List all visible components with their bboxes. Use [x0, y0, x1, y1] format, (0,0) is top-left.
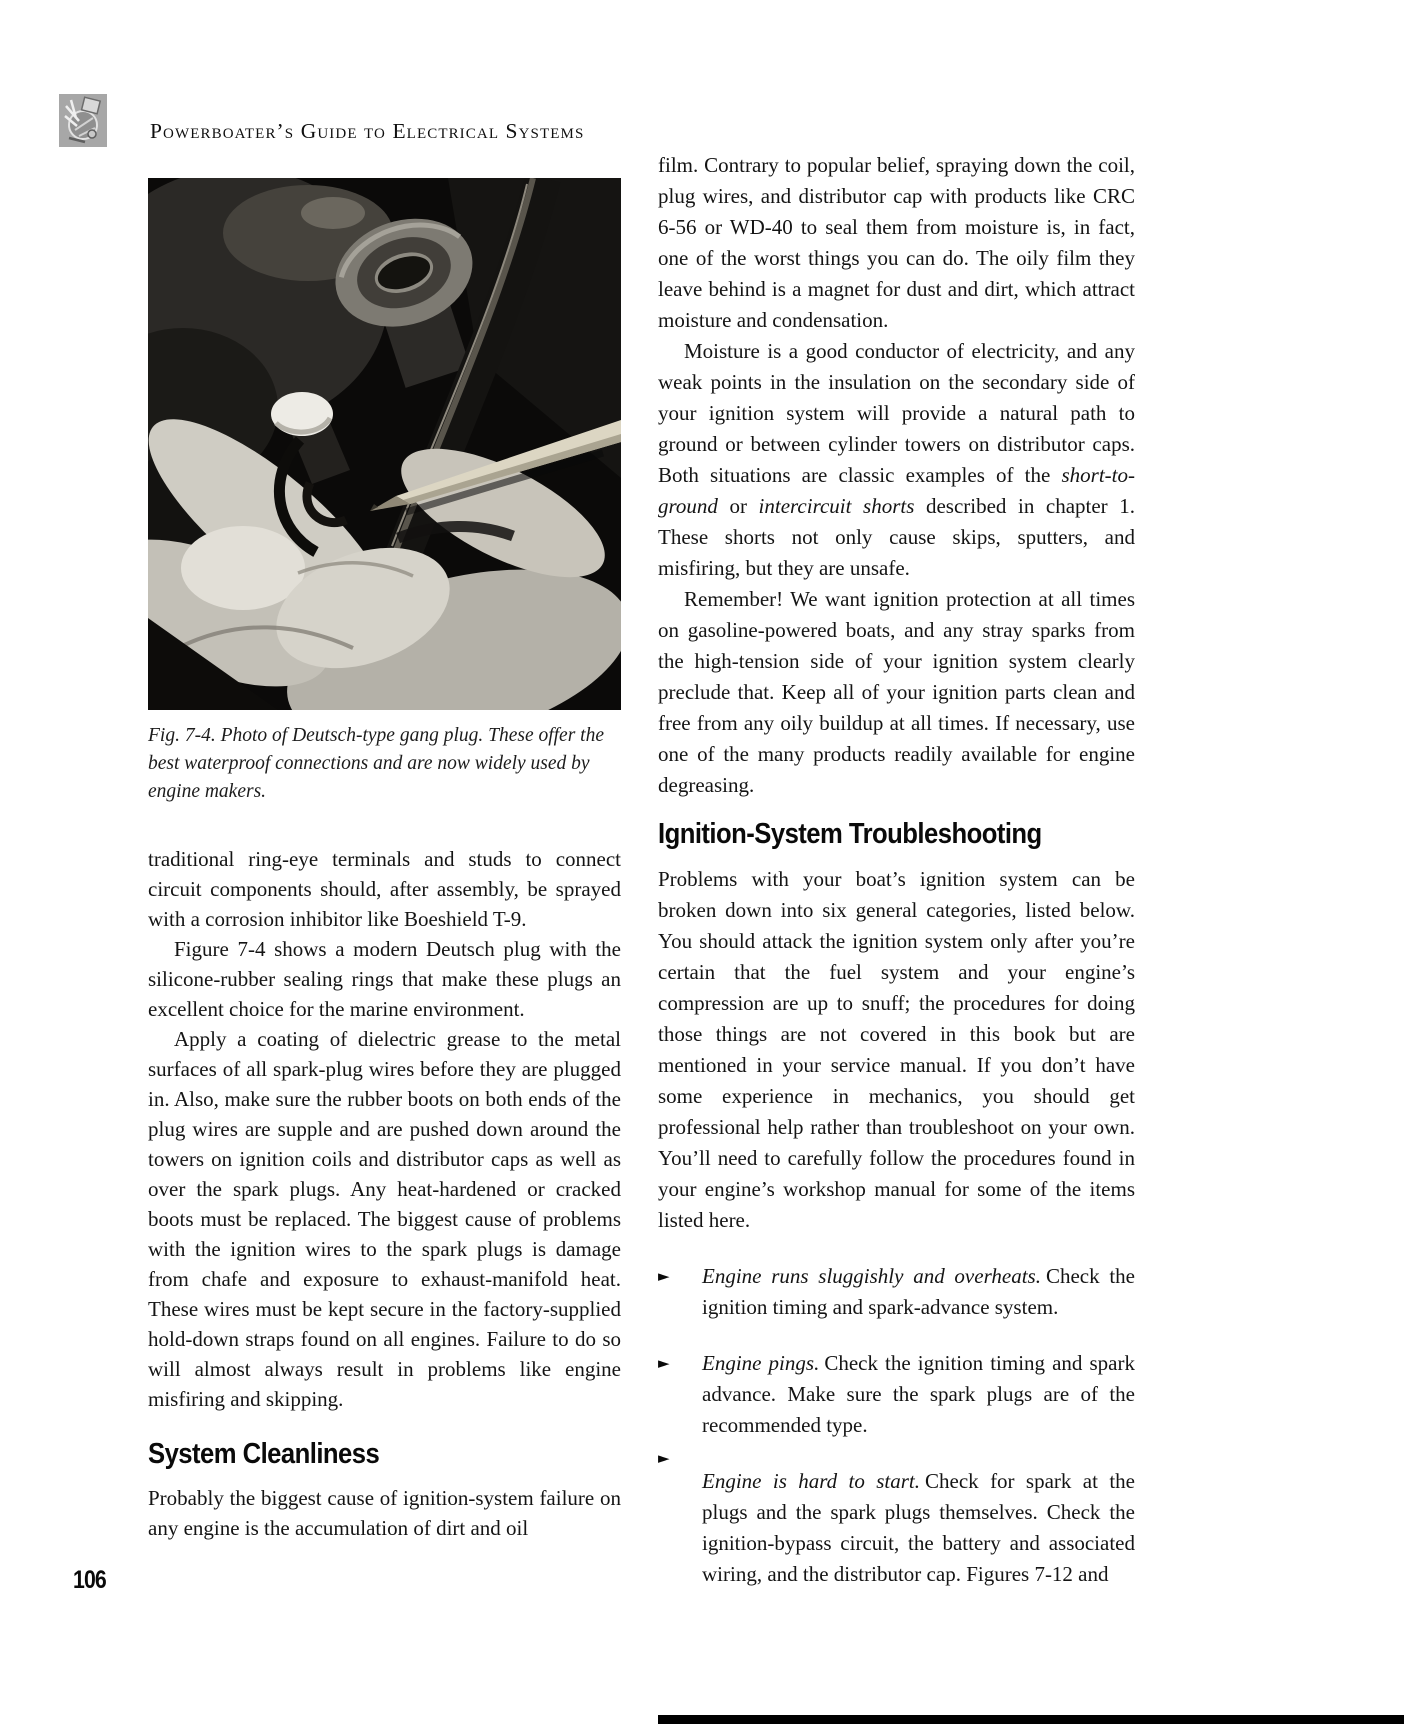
paragraph: Remember! We want ignition protection at all times on gasoline-powered boats, and any stray sparks from the high-tension side of your ignition system clearly preclude that. Keep all of your ignition parts clean and free from any oily buildup at all times. If necessary, use one of the many products readily available for engine degreasing.	[658, 587, 1135, 797]
page-number: 106	[73, 1566, 106, 1594]
bullet-item	[658, 1348, 1135, 1441]
paragraph: Probably the biggest cause of ignition-system failure on any engine is the accumulation of dirt and oil	[148, 1486, 621, 1540]
bullet-arrow-icon: ►	[658, 1449, 670, 1467]
left-column	[148, 178, 621, 1543]
chapter-logo-icon	[59, 94, 107, 147]
scan-artifact-bar	[658, 1715, 1404, 1724]
section-heading-ignition-system-troubleshooting: Ignition-System Troubleshooting	[658, 818, 1042, 850]
right-column	[658, 150, 1135, 1590]
paragraph: film. Contrary to popular belief, spraying down the coil, plug wires, and distributor cap with products like CRC 6-56 or WD-40 to seal them from moisture is, in fact, one of the worst things you can do. The oily film they leave behind is a magnet for dust and dirt, which attract moisture and condensation.	[658, 153, 1135, 332]
bullet-text: Engine pings. Check the ignition timing and spark advance. Make sure the spark plugs are of the recommended type.	[702, 1351, 1135, 1437]
running-head: Powerboater’s Guide to Electrical Systems	[150, 119, 585, 143]
figure-photo-deutsch-gang-plug	[148, 178, 621, 710]
figure-caption: Fig. 7-4. Photo of Deutsch-type gang plug. These offer the best waterproof connections and are now widely used by engine makers.	[148, 725, 605, 802]
left-column-text	[148, 844, 621, 1543]
paragraph: Moisture is a good conductor of electricity, and any weak points in the insulation on the secondary side of your ignition system will provide a natural path to ground or between cylinder towers on distributor caps. Both situations are classic examples of the short-to-ground or intercircuit shorts described in chapter 1. These shorts not only cause skips, sputters, and misfiring, but they are unsafe.	[658, 339, 1135, 580]
section-heading-system-cleanliness: System Cleanliness	[148, 1438, 380, 1470]
bullet-item	[658, 1449, 1136, 1590]
bullet-text: Engine runs sluggishly and overheats. Check the ignition timing and spark-advance system.	[702, 1264, 1135, 1319]
paragraph: traditional ring-eye terminals and studs to connect circuit components should, after assembly, be sprayed with a corrosion inhibitor like Boeshield T-9.	[148, 847, 621, 931]
bullet-arrow-icon: ►	[658, 1354, 670, 1372]
bullet-arrow-icon: ►	[658, 1267, 670, 1285]
bullet-item	[658, 1261, 1135, 1323]
bullet-text: Engine is hard to start. Check for spark at the plugs and the spark plugs themselves. Check the ignition-bypass circuit, the battery and associated wiring, and the distributor cap. Figures 7-12 and	[702, 1469, 1136, 1586]
paragraph: Figure 7-4 shows a modern Deutsch plug with the silicone-rubber sealing rings that make these plugs an excellent choice for the marine environment.	[148, 937, 621, 1021]
paragraph: Problems with your boat’s ignition system can be broken down into six general categories, listed below. You should attack the ignition system only after you’re certain that the fuel system and your engine’s compression are up to snuff; the procedures for doing those things are not covered in this book but are mentioned in your service manual. If you don’t have some experience in mechanics, you should get professional help rather than troubleshoot on your own. You’ll need to carefully follow the procedures found in your engine’s workshop manual for some of the items listed here.	[658, 867, 1135, 1232]
paragraph: Apply a coating of dielectric grease to the metal surfaces of all spark-plug wires before they are plugged in. Also, make sure the rubber boots on both ends of the plug wires are supple and are pushed down around the towers on ignition coils and distributor caps as well as over the spark plugs. Any heat-hardened or cracked boots must be replaced. The biggest cause of problems with the ignition wires to the spark plugs is damage from chafe and exposure to exhaust-manifold heat. These wires must be kept secure in the factory-supplied hold-down straps found on all engines. Failure to do so will almost always result in problems like engine misfiring and skipping.	[148, 1027, 621, 1411]
